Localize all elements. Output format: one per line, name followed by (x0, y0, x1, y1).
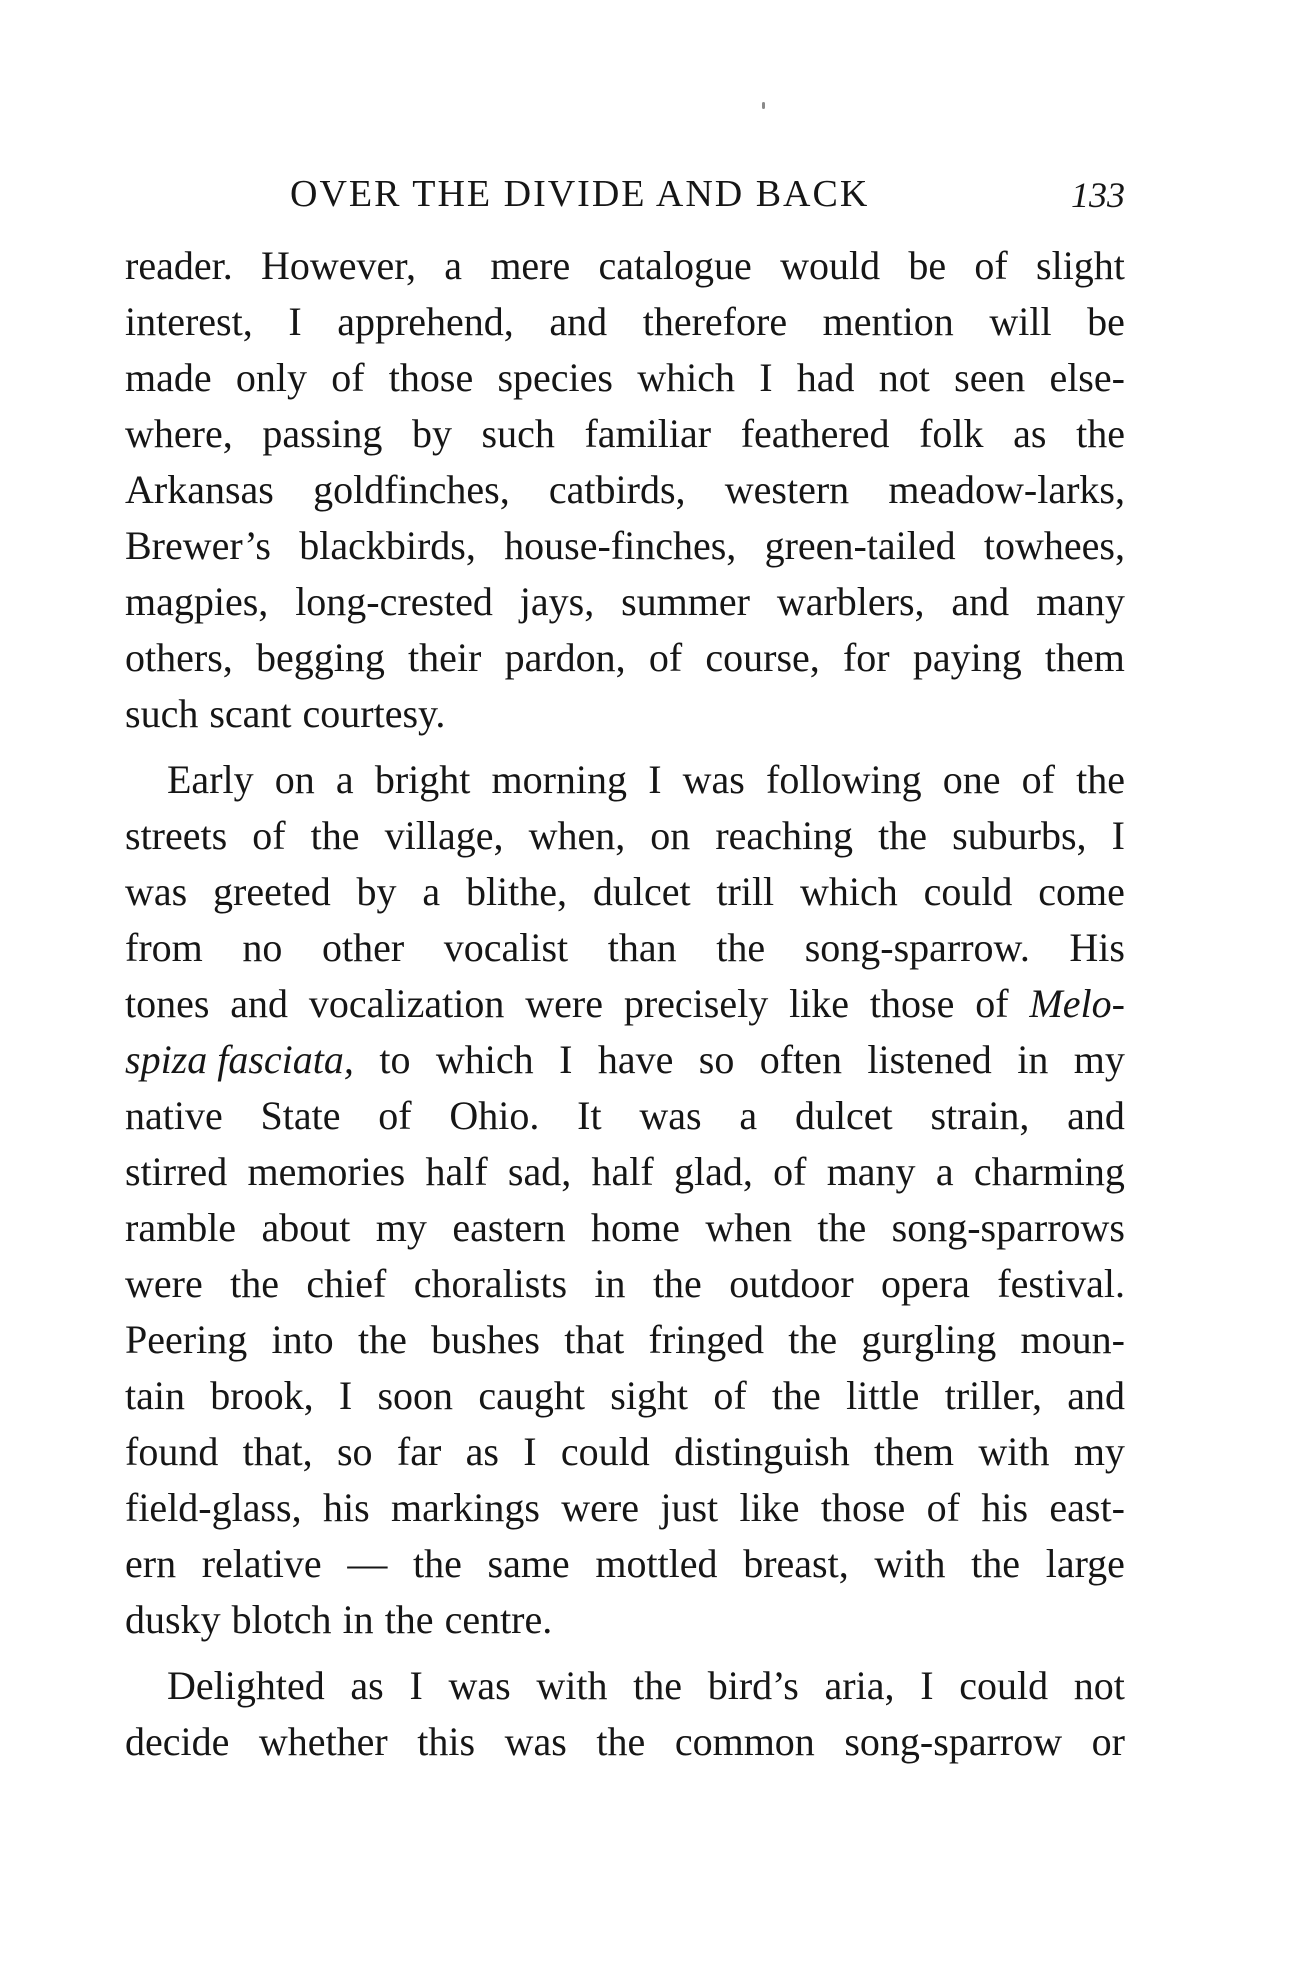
word: blithe, (465, 869, 568, 914)
word: trill (716, 869, 775, 914)
word: I (920, 1663, 934, 1708)
word: the (633, 1663, 683, 1708)
paragraph (125, 1658, 1125, 1770)
text-line (125, 808, 1125, 864)
word: little (846, 1373, 920, 1418)
word: charming (973, 1149, 1125, 1194)
text-line (125, 1256, 1125, 1312)
word: and (549, 299, 608, 344)
word: those (820, 1485, 906, 1530)
word: bushes (431, 1317, 540, 1362)
word: bright (374, 757, 471, 802)
word: of (378, 1093, 412, 1138)
text-line (125, 1144, 1125, 1200)
word: of (1021, 757, 1055, 802)
word: of (773, 1149, 807, 1194)
text-line (125, 462, 1125, 518)
word: the (771, 1373, 821, 1418)
word: of (331, 355, 365, 400)
word: half (591, 1149, 654, 1194)
word: or (1091, 1719, 1125, 1764)
word: those (388, 355, 474, 400)
word: dusky (125, 1597, 221, 1642)
word: and (230, 981, 289, 1026)
word: village, (384, 813, 504, 858)
text-line (125, 406, 1125, 462)
word: courtesy. (302, 691, 446, 736)
word: could (959, 1663, 1049, 1708)
word: of (926, 1485, 960, 1530)
word: of (713, 1373, 747, 1418)
word: like (739, 1485, 800, 1530)
running-title: OVER THE DIVIDE AND BACK (290, 173, 870, 215)
text-line (125, 864, 1125, 920)
word: when, (528, 813, 626, 858)
word: long-crested (295, 579, 493, 624)
word: streets (125, 813, 228, 858)
paragraph-gap (125, 742, 1125, 752)
word: the (596, 1719, 646, 1764)
word: of (648, 635, 683, 680)
word: relative (201, 1541, 322, 1586)
word: mention (822, 299, 954, 344)
word: be (1087, 299, 1125, 344)
word: others, (125, 635, 233, 680)
word: the (230, 1261, 279, 1306)
word: song-sparrows (891, 1205, 1125, 1250)
word: precisely (623, 981, 769, 1026)
word: the (1076, 411, 1125, 456)
word: which (435, 1037, 534, 1082)
word: had (796, 355, 855, 400)
word: Early (167, 757, 254, 802)
text-line (125, 752, 1125, 808)
word: I (409, 1663, 423, 1708)
word: western (724, 467, 850, 512)
word: scant (209, 691, 292, 736)
word: house-finches, (504, 523, 737, 568)
word: dulcet (794, 1093, 893, 1138)
word: with (978, 1429, 1050, 1474)
word: Arkansas (125, 467, 274, 512)
word: reaching (715, 813, 854, 858)
text-line (125, 1714, 1125, 1770)
word: many (1036, 579, 1125, 624)
text-line (125, 1368, 1125, 1424)
text-line (125, 1592, 1125, 1648)
word: song-sparrow (844, 1719, 1063, 1764)
word: his (981, 1485, 1029, 1530)
text-line (125, 920, 1125, 976)
text-line (125, 1658, 1125, 1714)
word: Peering (125, 1317, 248, 1362)
word: the (971, 1541, 1021, 1586)
word: choralists (413, 1261, 568, 1306)
word: tain (125, 1373, 185, 1418)
word: the (817, 1205, 867, 1250)
word: and (1067, 1373, 1125, 1418)
word: where, (125, 411, 233, 456)
word: so (336, 1429, 373, 1474)
word: else- (1049, 355, 1125, 400)
word: like (789, 981, 850, 1026)
word: as (350, 1663, 384, 1708)
word: was (448, 1663, 511, 1708)
word: towhees, (983, 523, 1125, 568)
paragraph (125, 238, 1125, 742)
word: on (274, 757, 315, 802)
word: suburbs, (952, 813, 1087, 858)
word: mere (490, 243, 571, 288)
word: sad, (507, 1149, 572, 1194)
body-text (125, 238, 1125, 1770)
word: therefore (642, 299, 788, 344)
word: aria, (824, 1663, 895, 1708)
word: my (1073, 1037, 1125, 1082)
word: the (357, 1317, 407, 1362)
word: that, (242, 1429, 313, 1474)
italic-word: Melo- (1029, 981, 1125, 1026)
word: goldfinches, (313, 467, 510, 512)
word: on (650, 813, 691, 858)
word: distinguish (674, 1429, 850, 1474)
text-line (125, 1032, 1125, 1088)
word: brook, (210, 1373, 314, 1418)
word: dulcet (592, 869, 691, 914)
text-line (125, 1088, 1125, 1144)
word: Ohio. (449, 1093, 540, 1138)
paragraph-gap (125, 1648, 1125, 1658)
word: was (639, 1093, 702, 1138)
text-line (125, 630, 1125, 686)
word: from (125, 925, 203, 970)
word: in (594, 1261, 626, 1306)
word: by (411, 411, 452, 456)
text-line (125, 686, 1125, 742)
word: of (252, 813, 286, 858)
word: song-sparrow. (804, 925, 1030, 970)
word: same (487, 1541, 570, 1586)
word: could (560, 1429, 650, 1474)
word: a (422, 869, 441, 914)
word: those (869, 981, 955, 1026)
word: stirred (125, 1149, 228, 1194)
word: begging (255, 635, 385, 680)
word: glad, (673, 1149, 753, 1194)
word: such (481, 411, 555, 456)
word: have (597, 1037, 674, 1082)
word: to (379, 1037, 411, 1082)
word: I (559, 1037, 573, 1082)
word: as (1013, 411, 1047, 456)
word: this (417, 1719, 476, 1764)
word: jays, (519, 579, 595, 624)
word: memories (247, 1149, 406, 1194)
word: meadow-larks, (888, 467, 1125, 512)
word: paying (912, 635, 1022, 680)
word: State (260, 1093, 341, 1138)
word: reader. (125, 243, 233, 288)
word: I (288, 299, 302, 344)
word: outdoor (729, 1261, 854, 1306)
word: with (536, 1663, 608, 1708)
word: the (878, 813, 928, 858)
word: far (396, 1429, 442, 1474)
word: I (759, 355, 773, 400)
word: home (591, 1205, 680, 1250)
word: other (321, 925, 405, 970)
word: folk (919, 411, 984, 456)
word: for (842, 635, 890, 680)
word: the (310, 813, 360, 858)
word: a (444, 243, 463, 288)
word: large (1045, 1541, 1125, 1586)
word: could (923, 869, 1013, 914)
word: the (788, 1317, 838, 1362)
text-line (125, 294, 1125, 350)
word: native (125, 1093, 223, 1138)
word: warblers, (776, 579, 925, 624)
word: would (780, 243, 881, 288)
word: the (652, 1261, 702, 1306)
word: breast, (743, 1541, 849, 1586)
word: common (674, 1719, 815, 1764)
word: moun- (1020, 1317, 1125, 1362)
word: feathered (740, 411, 890, 456)
word: made (125, 355, 212, 400)
word: summer (621, 579, 750, 624)
word: catalogue (598, 243, 752, 288)
word: when (705, 1205, 792, 1250)
running-head (125, 172, 1125, 232)
word: into (271, 1317, 334, 1362)
word: listened (867, 1037, 992, 1082)
word: half (425, 1149, 488, 1194)
text-line (125, 1480, 1125, 1536)
word: caught (478, 1373, 585, 1418)
word: decide (125, 1719, 230, 1764)
word: species (497, 355, 613, 400)
word: be (908, 243, 947, 288)
text-line (125, 574, 1125, 630)
word: — (347, 1541, 388, 1586)
word: familiar (584, 411, 712, 456)
word: Delighted (167, 1663, 325, 1708)
word: a (335, 757, 354, 802)
word: east- (1049, 1485, 1125, 1530)
word: the (384, 1597, 434, 1642)
word: ern (125, 1541, 177, 1586)
word: I (1111, 813, 1125, 858)
word: them (1044, 635, 1125, 680)
word: catbirds, (548, 467, 686, 512)
word: were (125, 1261, 203, 1306)
word: of (974, 243, 1008, 288)
text-line (125, 518, 1125, 574)
word: seen (954, 355, 1026, 400)
word: often (759, 1037, 842, 1082)
word: that (564, 1317, 625, 1362)
word: passing (262, 411, 383, 456)
word: triller, (944, 1373, 1042, 1418)
word: only (235, 355, 307, 400)
word: will (989, 299, 1052, 344)
word: I (523, 1429, 537, 1474)
word: was (682, 757, 745, 802)
text-line (125, 1200, 1125, 1256)
text-line (125, 1536, 1125, 1592)
word: than (607, 925, 677, 970)
word: them (874, 1429, 955, 1474)
word: which (799, 869, 898, 914)
word: no (242, 925, 283, 970)
word: interest, (125, 299, 253, 344)
paper-speck (762, 102, 765, 109)
word: were (561, 1485, 639, 1530)
word: sight (610, 1373, 689, 1418)
text-line (125, 976, 1125, 1032)
word: were (525, 981, 603, 1026)
word: morning (491, 757, 628, 802)
word: blotch (231, 1597, 332, 1642)
word: and (1067, 1093, 1125, 1138)
word: fringed (648, 1317, 765, 1362)
word: festival. (997, 1261, 1125, 1306)
word: I (648, 757, 662, 802)
word: chief (306, 1261, 387, 1306)
word: vocalist (443, 925, 569, 970)
word: green-tailed (764, 523, 956, 568)
word: come (1038, 869, 1125, 914)
word: blackbirds, (299, 523, 476, 568)
word: not (878, 355, 930, 400)
word: eastern (452, 1205, 566, 1250)
page-number: 133 (1071, 175, 1125, 215)
word: whether (258, 1719, 388, 1764)
word: His (1069, 925, 1125, 970)
word: a (739, 1093, 758, 1138)
word: pardon, (504, 635, 626, 680)
word: centre. (444, 1597, 553, 1642)
word: course, (705, 635, 820, 680)
word: I (338, 1373, 353, 1418)
word: following (766, 757, 922, 802)
word: However, (260, 243, 416, 288)
word: so (698, 1037, 735, 1082)
word: the (716, 925, 766, 970)
word: vocalization (308, 981, 505, 1026)
word: was (125, 869, 188, 914)
word: and (951, 579, 1010, 624)
word: just (660, 1485, 719, 1530)
word: strain, (930, 1093, 1030, 1138)
word: Brewer’s (125, 523, 271, 568)
word: found (125, 1429, 219, 1474)
text-line (125, 1424, 1125, 1480)
text-line (125, 1312, 1125, 1368)
word: magpies, (125, 579, 269, 624)
word: greeted (213, 869, 331, 914)
word: by (356, 869, 397, 914)
word: many (826, 1149, 916, 1194)
word: not (1073, 1663, 1125, 1708)
word: a (935, 1149, 954, 1194)
word: apprehend, (337, 299, 514, 344)
word: my (375, 1205, 427, 1250)
paragraph (125, 752, 1125, 1648)
text-line (125, 350, 1125, 406)
word: one (942, 757, 1001, 802)
word: as (465, 1429, 499, 1474)
word: about (261, 1205, 351, 1250)
word: in (1017, 1037, 1049, 1082)
word: opera (881, 1261, 970, 1306)
word: slight (1036, 243, 1125, 288)
word: his (322, 1485, 370, 1530)
word: the (1076, 757, 1125, 802)
word: their (408, 635, 482, 680)
word: such (125, 691, 199, 736)
text-line (125, 238, 1125, 294)
word: in (342, 1597, 374, 1642)
italic-word: spiza fasciata, (125, 1037, 354, 1082)
word: markings (391, 1485, 540, 1530)
word: gurgling (861, 1317, 997, 1362)
word: the (412, 1541, 462, 1586)
word: mottled (595, 1541, 718, 1586)
word: field-glass, (125, 1485, 302, 1530)
word: tones (125, 981, 210, 1026)
word: bird’s (707, 1663, 799, 1708)
word: which (637, 355, 735, 400)
word: soon (377, 1373, 454, 1418)
word: It (577, 1093, 602, 1138)
word: ramble (125, 1205, 237, 1250)
word: of (975, 981, 1009, 1026)
word: my (1073, 1429, 1125, 1474)
word: with (874, 1541, 946, 1586)
word: was (504, 1719, 567, 1764)
